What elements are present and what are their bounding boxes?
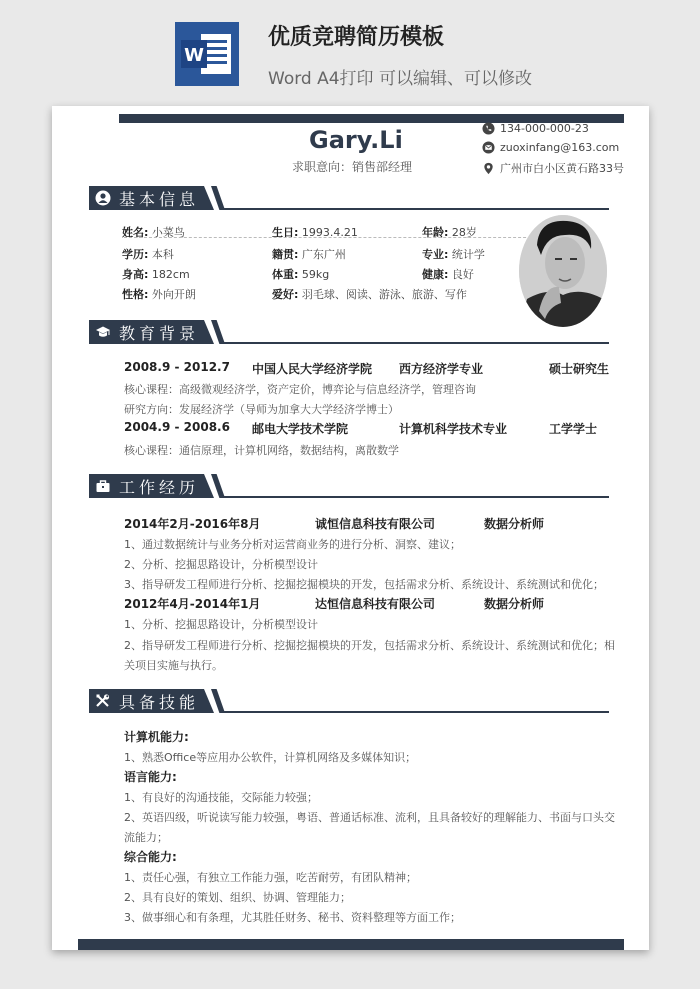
work-item: 3、指导研发工程师进行分析、挖掘挖掘模块的开发，包括需求分析、系统设计、系统测试和优化； (124, 578, 604, 591)
field-weight: 体重: 59kg (272, 268, 330, 281)
skill-item: 1、熟悉Office等应用办公软件，计算机网络及多媒体知识； (124, 751, 417, 764)
contact-phone (482, 122, 589, 135)
graduation-cap-icon (95, 324, 111, 340)
section-work (89, 474, 609, 498)
skill-heading: 计算机能力: (124, 730, 189, 744)
edu-degree: 工学学士 (549, 422, 598, 436)
dashed-divider (124, 237, 556, 238)
section-title: 基本信息 (119, 190, 200, 209)
location-icon (482, 162, 495, 175)
phone-text: 134-000-000-23 (500, 122, 589, 135)
work-company: 达恒信息科技有限公司 (315, 597, 436, 611)
section-title: 教育背景 (119, 324, 200, 343)
field-character: 性格: 外向开朗 (122, 288, 196, 301)
work-period: 2014年2月-2016年8月 (124, 517, 261, 531)
skill-item: 2、英语四级，听说读写能力较强，粤语、普通话标准、流利，且具备较好的理解能力、书面与口头交 (124, 811, 615, 824)
skill-item: 1、责任心强，有独立工作能力强，吃苦耐劳，有团队精神； (124, 871, 417, 884)
edu-major: 计算机科学技术专业 (399, 422, 508, 436)
person-icon (95, 190, 111, 206)
bottom-bar (78, 939, 624, 950)
work-item: 1、分析、挖掘思路设计，分析模型设计 (124, 618, 318, 631)
profile-photo (519, 215, 607, 327)
work-item: 2、分析、挖掘思路设计，分析模型设计 (124, 558, 318, 571)
field-hobby: 爱好: 羽毛球、阅读、游泳、旅游、写作 (272, 288, 467, 301)
field-height: 身高: 182cm (122, 268, 190, 281)
resume-name: Gary.Li (309, 126, 403, 154)
promo-title: 优质竞聘简历模板 (268, 25, 445, 50)
work-role: 数据分析师 (484, 597, 545, 611)
skill-heading: 语言能力: (124, 770, 177, 784)
resume-page (52, 106, 649, 950)
skill-heading: 综合能力: (124, 850, 177, 864)
email-icon (482, 141, 495, 154)
work-item: 1、通过数据统计与业务分析对运营商业务的进行分析、洞察、建议； (124, 538, 461, 551)
section-basic-info (89, 186, 609, 210)
edu-degree: 硕士研究生 (549, 362, 610, 376)
skill-item: 2、具有良好的策划、组织、协调、管理能力； (124, 891, 351, 904)
phone-icon (482, 122, 495, 135)
section-skills (89, 689, 609, 713)
field-birth: 生日: 1993.4.21 (272, 226, 358, 239)
section-education (89, 320, 609, 344)
edu-school: 中国人民大学经济学院 (252, 362, 373, 376)
edu-courses: 核心课程：高级微观经济学，资产定价，博弈论与信息经济学，管理咨询 (124, 383, 476, 396)
briefcase-icon (95, 478, 111, 494)
edu-school: 邮电大学技术学院 (252, 422, 349, 436)
avatar (519, 215, 607, 327)
job-intent: 求职意向：销售部经理 (292, 160, 413, 174)
section-title: 具备技能 (119, 693, 200, 712)
svg-text:W: W (184, 45, 204, 66)
tools-icon (95, 693, 111, 709)
section-title: 工作经历 (119, 478, 200, 497)
skill-item: 流能力； (124, 831, 168, 844)
edu-major: 西方经济学专业 (399, 362, 484, 376)
work-company: 诚恒信息科技有限公司 (315, 517, 436, 531)
promo-subtitle: Word A4打印 可以编辑、可以修改 (268, 69, 532, 89)
email-text: zuoxinfang@163.com (500, 141, 620, 154)
edu-period: 2008.9 - 2012.7 (124, 360, 230, 374)
work-period: 2012年4月-2014年1月 (124, 597, 261, 611)
work-role: 数据分析师 (484, 517, 545, 531)
field-name: 姓名: 小菜鸟 (122, 226, 185, 239)
promo-banner (0, 0, 700, 100)
field-health: 健康: 良好 (422, 268, 474, 281)
edu-period: 2004.9 - 2008.6 (124, 420, 230, 434)
field-origin: 籍贯: 广东广州 (272, 248, 346, 261)
contact-email (482, 141, 619, 154)
work-item: 关项目实施与执行。 (124, 659, 223, 672)
field-major: 专业: 统计学 (422, 248, 485, 261)
work-item: 2、指导研发工程师进行分析、挖掘挖掘模块的开发，包括需求分析、系统设计、系统测试和优化；相 (124, 639, 615, 652)
field-age: 年龄: 28岁 (422, 226, 477, 239)
edu-courses: 核心课程：通信原理，计算机网络，数据结构，离散数学 (124, 444, 399, 457)
edu-research: 研究方向：发展经济学（导师为加拿大大学经济学博士） (124, 403, 399, 416)
word-icon (175, 22, 239, 86)
address-text: 广州市白小区黄石路33号 (500, 162, 624, 175)
skill-item: 3、做事细心和有条理，尤其胜任财务、秘书、资料整理等方面工作； (124, 911, 461, 924)
field-education: 学历: 本科 (122, 248, 174, 261)
skill-item: 1、有良好的沟通技能，交际能力较强； (124, 791, 318, 804)
contact-address (482, 160, 624, 176)
